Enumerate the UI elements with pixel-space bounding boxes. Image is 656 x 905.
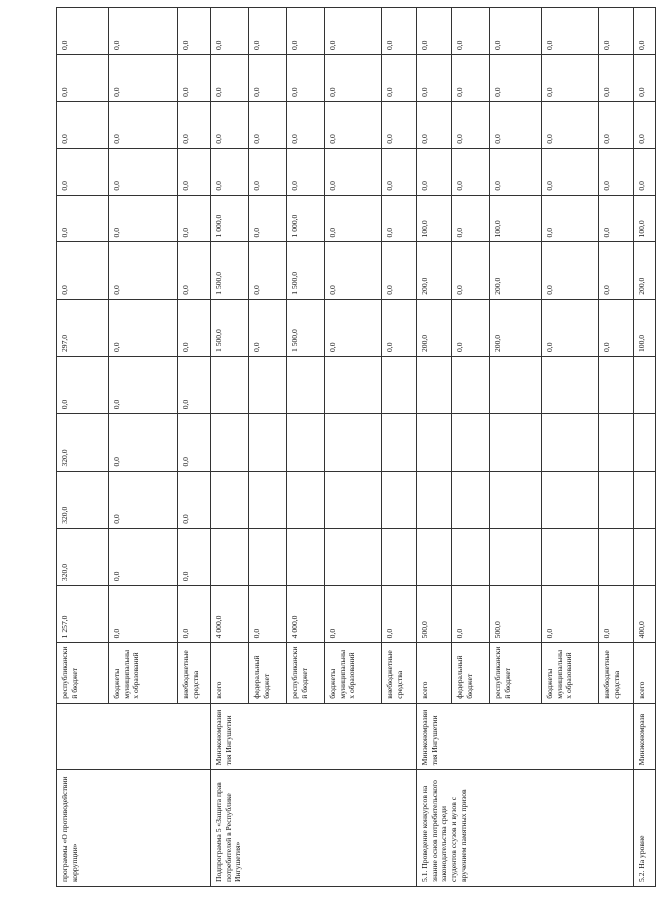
responsible-cell: Минэкономразв	[634, 703, 656, 770]
value-cell: 0,0	[452, 101, 490, 148]
value-cell: 500,0	[490, 586, 542, 643]
funding-source-cell: федеральный бюджет	[249, 643, 287, 703]
value-cell: 0,0	[382, 242, 417, 299]
value-cell	[249, 357, 287, 414]
value-cell: 0,0	[490, 101, 542, 148]
value-cell: 0,0	[178, 101, 211, 148]
value-cell: 0,0	[417, 101, 452, 148]
value-cell: 0,0	[109, 55, 178, 102]
value-cell: 0,0	[109, 357, 178, 414]
value-cell: 0,0	[249, 101, 287, 148]
value-cell: 0,0	[57, 8, 109, 55]
value-cell: 0,0	[178, 586, 211, 643]
value-cell: 0,0	[382, 148, 417, 195]
value-cell: 0,0	[382, 55, 417, 102]
value-cell: 0,0	[211, 55, 249, 102]
value-cell	[287, 471, 325, 528]
value-cell	[599, 414, 634, 471]
value-cell: 0,0	[542, 586, 599, 643]
table-row	[417, 8, 452, 887]
value-cell: 0,0	[325, 586, 382, 643]
value-cell: 0,0	[452, 8, 490, 55]
value-cell: 0,0	[57, 357, 109, 414]
value-cell: 0,0	[417, 8, 452, 55]
value-cell: 0,0	[249, 195, 287, 242]
value-cell: 0,0	[109, 586, 178, 643]
value-cell: 0,0	[382, 8, 417, 55]
value-cell: 0,0	[599, 8, 634, 55]
value-cell	[417, 528, 452, 585]
value-cell: 0,0	[417, 55, 452, 102]
funding-source-cell: всего	[211, 643, 249, 703]
value-cell: 0,0	[109, 414, 178, 471]
value-cell: 4 000,0	[287, 586, 325, 643]
value-cell: 0,0	[490, 8, 542, 55]
value-cell	[382, 414, 417, 471]
funding-source-cell: республиканский бюджет	[490, 643, 542, 703]
value-cell: 0,0	[452, 195, 490, 242]
value-cell: 320,0	[57, 414, 109, 471]
value-cell: 0,0	[634, 55, 656, 102]
value-cell: 0,0	[249, 148, 287, 195]
responsible-cell: Минэкономразвития Ингушетии	[211, 703, 417, 770]
value-cell: 1 257,0	[57, 586, 109, 643]
value-cell	[490, 471, 542, 528]
value-cell: 0,0	[178, 357, 211, 414]
value-cell	[490, 357, 542, 414]
table-row	[211, 8, 249, 887]
value-cell: 1 500,0	[211, 299, 249, 356]
value-cell: 0,0	[599, 242, 634, 299]
funding-source-cell: республиканский бюджет	[57, 643, 109, 703]
value-cell: 0,0	[452, 299, 490, 356]
responsible-cell	[57, 703, 211, 770]
value-cell: 1 000,0	[287, 195, 325, 242]
value-cell: 0,0	[287, 55, 325, 102]
value-cell	[599, 471, 634, 528]
value-cell: 0,0	[109, 471, 178, 528]
value-cell: 0,0	[57, 195, 109, 242]
value-cell: 0,0	[417, 148, 452, 195]
value-cell	[452, 471, 490, 528]
value-cell: 0,0	[382, 195, 417, 242]
value-cell	[211, 414, 249, 471]
value-cell	[287, 528, 325, 585]
value-cell	[599, 357, 634, 414]
value-cell: 0,0	[325, 242, 382, 299]
value-cell: 0,0	[599, 55, 634, 102]
value-cell: 0,0	[325, 55, 382, 102]
value-cell	[325, 471, 382, 528]
value-cell	[417, 414, 452, 471]
value-cell: 0,0	[542, 242, 599, 299]
funding-source-cell: всего	[417, 643, 452, 703]
program-name-cell: 5.1. Проведение конкурсов на знание основ потребительского законодательства среди студентов ссузов и вузов с вручением памятных призов	[417, 770, 634, 887]
value-cell	[490, 414, 542, 471]
funding-source-cell: федеральный бюджет	[452, 643, 490, 703]
value-cell: 0,0	[599, 148, 634, 195]
value-cell: 400,0	[634, 586, 656, 643]
value-cell: 100,0	[490, 195, 542, 242]
value-cell: 0,0	[542, 101, 599, 148]
funding-source-cell: республиканский бюджет	[287, 643, 325, 703]
value-cell: 0,0	[599, 299, 634, 356]
value-cell	[325, 357, 382, 414]
value-cell: 0,0	[542, 55, 599, 102]
program-name-cell: программы «О противодействии коррупции»	[57, 770, 211, 887]
value-cell: 0,0	[382, 586, 417, 643]
value-cell	[382, 471, 417, 528]
funding-source-cell: внебюджетные средства	[178, 643, 211, 703]
value-cell: 0,0	[109, 299, 178, 356]
table-row	[57, 8, 109, 887]
value-cell: 0,0	[211, 148, 249, 195]
value-cell	[634, 357, 656, 414]
value-cell: 0,0	[490, 148, 542, 195]
value-cell: 0,0	[287, 101, 325, 148]
value-cell: 0,0	[57, 101, 109, 148]
value-cell	[249, 414, 287, 471]
value-cell: 0,0	[325, 148, 382, 195]
value-cell: 0,0	[599, 195, 634, 242]
value-cell	[382, 528, 417, 585]
value-cell	[452, 528, 490, 585]
funding-source-cell: бюджеты муниципальных образований	[109, 643, 178, 703]
value-cell: 0,0	[542, 148, 599, 195]
value-cell: 0,0	[287, 8, 325, 55]
value-cell: 0,0	[452, 586, 490, 643]
value-cell: 200,0	[417, 299, 452, 356]
value-cell: 0,0	[211, 8, 249, 55]
program-name-cell: 5.2. На уровне	[634, 770, 656, 887]
value-cell: 0,0	[287, 148, 325, 195]
value-cell: 200,0	[490, 242, 542, 299]
value-cell	[490, 528, 542, 585]
value-cell: 0,0	[249, 55, 287, 102]
value-cell: 297,0	[57, 299, 109, 356]
value-cell: 0,0	[211, 101, 249, 148]
value-cell: 0,0	[109, 242, 178, 299]
funding-source-cell: бюджеты муниципальных образований	[325, 643, 382, 703]
value-cell	[325, 414, 382, 471]
value-cell: 0,0	[452, 148, 490, 195]
value-cell	[634, 471, 656, 528]
value-cell: 4 000,0	[211, 586, 249, 643]
funding-table	[56, 7, 656, 887]
funding-source-cell: внебюджетные средства	[599, 643, 634, 703]
value-cell: 200,0	[490, 299, 542, 356]
value-cell: 0,0	[57, 148, 109, 195]
value-cell: 0,0	[325, 8, 382, 55]
funding-source-cell: всего	[634, 643, 656, 703]
value-cell: 0,0	[249, 586, 287, 643]
value-cell: 0,0	[542, 195, 599, 242]
value-cell: 0,0	[178, 242, 211, 299]
value-cell	[211, 357, 249, 414]
value-cell: 0,0	[178, 195, 211, 242]
value-cell: 100,0	[634, 195, 656, 242]
value-cell	[634, 414, 656, 471]
value-cell: 0,0	[178, 528, 211, 585]
value-cell: 0,0	[178, 55, 211, 102]
value-cell	[452, 357, 490, 414]
value-cell: 0,0	[634, 148, 656, 195]
value-cell: 500,0	[417, 586, 452, 643]
value-cell: 200,0	[417, 242, 452, 299]
value-cell: 0,0	[249, 299, 287, 356]
value-cell: 0,0	[452, 55, 490, 102]
value-cell	[542, 414, 599, 471]
funding-source-cell: бюджеты муниципальных образований	[542, 643, 599, 703]
value-cell	[249, 471, 287, 528]
value-cell: 1 500,0	[211, 242, 249, 299]
value-cell: 0,0	[490, 55, 542, 102]
value-cell	[211, 471, 249, 528]
value-cell: 0,0	[57, 242, 109, 299]
value-cell	[452, 414, 490, 471]
value-cell: 1 500,0	[287, 299, 325, 356]
value-cell: 100,0	[417, 195, 452, 242]
value-cell: 0,0	[178, 414, 211, 471]
value-cell	[382, 357, 417, 414]
rotated-page	[56, 7, 646, 887]
value-cell	[542, 528, 599, 585]
funding-source-cell: внебюджетные средства	[382, 643, 417, 703]
value-cell: 0,0	[452, 242, 490, 299]
value-cell: 0,0	[325, 299, 382, 356]
value-cell: 100,0	[634, 299, 656, 356]
value-cell: 0,0	[109, 195, 178, 242]
value-cell	[417, 471, 452, 528]
value-cell: 0,0	[599, 586, 634, 643]
value-cell: 200,0	[634, 242, 656, 299]
value-cell	[542, 357, 599, 414]
value-cell: 0,0	[599, 101, 634, 148]
value-cell	[211, 528, 249, 585]
value-cell: 0,0	[109, 528, 178, 585]
program-name-cell: Подпрограмма 5 «Защита прав потребителей в Республике Ингушетия»	[211, 770, 417, 887]
value-cell: 0,0	[249, 242, 287, 299]
value-cell	[599, 528, 634, 585]
value-cell: 0,0	[178, 471, 211, 528]
value-cell: 0,0	[325, 101, 382, 148]
value-cell	[417, 357, 452, 414]
value-cell: 1 000,0	[211, 195, 249, 242]
value-cell: 0,0	[109, 101, 178, 148]
value-cell: 320,0	[57, 528, 109, 585]
responsible-cell: Минэкономразвития Ингушетии	[417, 703, 634, 770]
value-cell: 0,0	[634, 8, 656, 55]
value-cell: 0,0	[178, 299, 211, 356]
table-row	[634, 8, 656, 887]
value-cell: 1 500,0	[287, 242, 325, 299]
value-cell: 0,0	[178, 8, 211, 55]
value-cell: 0,0	[542, 8, 599, 55]
value-cell: 320,0	[57, 471, 109, 528]
value-cell: 0,0	[382, 299, 417, 356]
value-cell: 0,0	[542, 299, 599, 356]
value-cell	[634, 528, 656, 585]
value-cell	[287, 414, 325, 471]
value-cell: 0,0	[382, 101, 417, 148]
value-cell: 0,0	[634, 101, 656, 148]
value-cell: 0,0	[249, 8, 287, 55]
value-cell: 0,0	[109, 8, 178, 55]
value-cell	[542, 471, 599, 528]
value-cell: 0,0	[325, 195, 382, 242]
value-cell	[249, 528, 287, 585]
value-cell: 0,0	[178, 148, 211, 195]
value-cell: 0,0	[57, 55, 109, 102]
value-cell: 0,0	[109, 148, 178, 195]
value-cell	[325, 528, 382, 585]
value-cell	[287, 357, 325, 414]
